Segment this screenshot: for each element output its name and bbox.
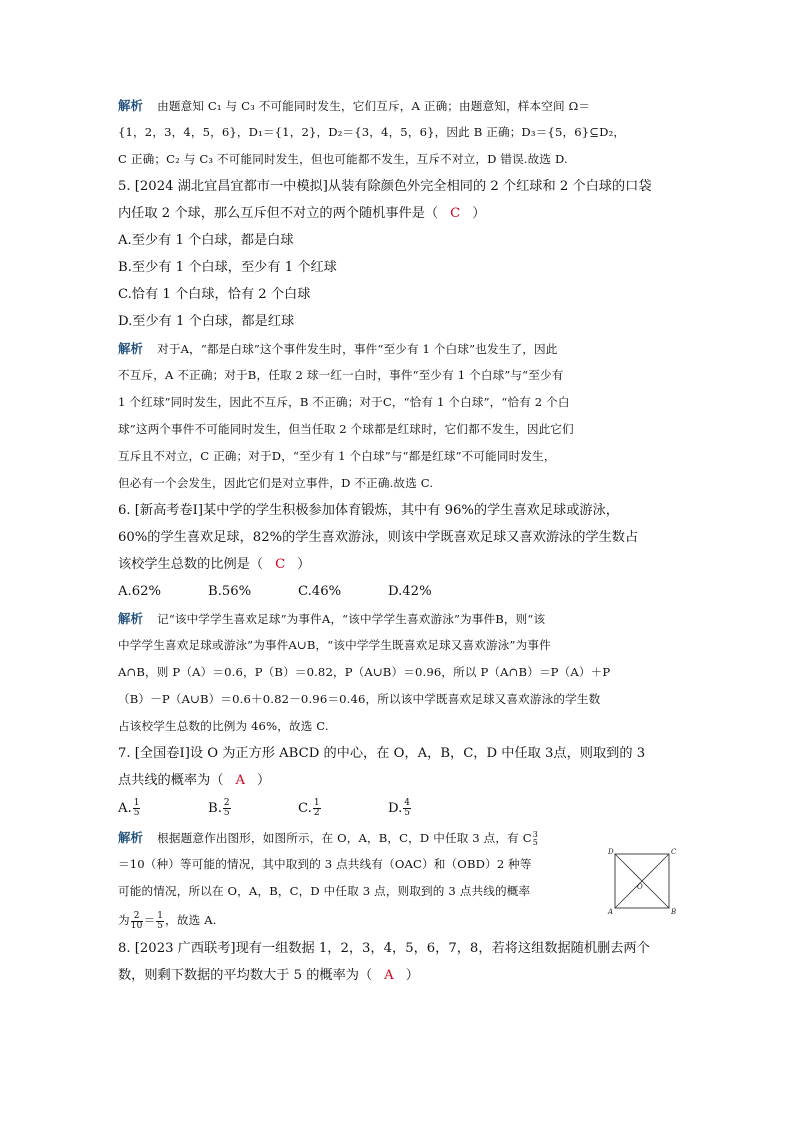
vertex-label-b: B: [671, 908, 677, 916]
solution-text: ，故选 A.: [165, 913, 217, 927]
fraction: [131, 912, 143, 931]
solution-line: [118, 119, 676, 146]
solution-text: 可能的情况，所以在 O，A，B，C，D 中任取 3 点，则取到的 3 点共线的概率: [118, 884, 531, 898]
question-7-stem: [118, 767, 676, 794]
question-text: 该校学生总数的比例是（: [118, 557, 264, 572]
fraction: [133, 799, 141, 818]
question-8-stem: [118, 935, 676, 962]
combination-indices: [533, 831, 538, 847]
solution-text: A∩B，则 P（A）＝0.6，P（B）＝0.82，P（A∪B）＝0.96，所以 P（A∩B）＝P（A）＋P: [118, 665, 611, 679]
denominator: 5: [157, 920, 164, 931]
center-label-o: O: [637, 883, 643, 891]
question-5-stem: [118, 200, 676, 227]
numerator: 1: [157, 910, 164, 921]
question-6-stem: [118, 524, 676, 551]
solution-text: 为: [118, 913, 130, 927]
option-a: A.62%: [118, 584, 162, 599]
document-page: [118, 92, 676, 989]
denominator: 5: [223, 808, 230, 818]
option-letter: C.: [298, 801, 312, 816]
solution-line: [118, 416, 676, 443]
option-d: D.42%: [388, 584, 432, 599]
solution-line: [118, 92, 676, 119]
vertex-label-d: D: [608, 848, 614, 856]
option-a: [118, 227, 676, 254]
solution-line: [118, 605, 676, 632]
solution-tag: 解析: [118, 98, 144, 113]
solution-line: [118, 905, 676, 935]
solution-line: [118, 878, 598, 905]
numerator: 4: [404, 798, 411, 808]
solution-line: [118, 335, 676, 362]
solution-line: [118, 851, 598, 878]
option-b: B.56%: [208, 584, 252, 599]
answer-mark: A: [235, 773, 246, 788]
numerator: 1: [313, 798, 320, 808]
option-c: C.46%: [298, 584, 342, 599]
question-6-stem: [118, 551, 676, 578]
fraction: [313, 799, 321, 818]
option-text: D.至少有 1 个白球，都是红球: [118, 314, 295, 329]
vertex-label-c: C: [671, 848, 677, 856]
solution-text: 中学学生喜欢足球或游泳”为事件A∪B，“该中学学生既喜欢足球又喜欢游泳”为事件: [118, 638, 551, 652]
question-7-stem: [118, 740, 676, 767]
denominator: 5: [404, 808, 411, 818]
fraction: [156, 912, 164, 931]
solution-text: {1，2，3，4，5，6}，D₁＝{1，2}，D₂＝{3，4，5，6}，因此 B 正确；D₃＝{5，6}⊆D₂，: [118, 125, 626, 139]
solution-text: ＝10（种）等可能的情况，其中取到的 3 点共线有（OAC）和（OBD）2 种等: [118, 857, 532, 871]
solution-line: [118, 659, 676, 686]
option-a: [118, 794, 208, 824]
question-text: 内任取 2 个球，那么互斥但不对立的两个随机事件是（: [118, 206, 439, 221]
question-text: ）: [472, 206, 486, 221]
question-text: 7. [全国卷Ⅰ]设 O 为正方形 ABCD 的中心，在 O，A，B，C，D 中任取 3点，则取到的 3: [118, 746, 646, 761]
option-d: [118, 308, 676, 335]
option-c: [298, 794, 388, 824]
denominator: 10: [130, 920, 143, 931]
fraction: [403, 799, 411, 818]
solution-line: [118, 443, 676, 470]
options-row: [118, 794, 676, 824]
comb-sub: 5: [532, 838, 538, 847]
square-figure: [607, 846, 677, 916]
numerator: 2: [223, 798, 230, 808]
solution-text: 球”这两个事件不可能同时发生，但当任取 2 个球都是红球时，它们都不发生，因此它们: [118, 422, 574, 436]
solution-line: [118, 146, 676, 173]
vertex-label-a: A: [608, 908, 614, 916]
solution-line: [118, 686, 676, 713]
comb-sup: 3: [532, 830, 538, 839]
question-8-stem: [118, 962, 676, 989]
solution-text: 不互斥，A 不正确；对于B，任取 2 球一红一白时，事件“至少有 1 个白球”与“至少有: [118, 368, 564, 382]
solution-text: （B）－P（A∪B）＝0.6＋0.82－0.96＝0.46，所以该中学既喜欢足球又喜欢游泳的学生数: [118, 692, 601, 706]
denominator: 5: [133, 808, 140, 818]
option-text: C.恰有 1 个白球，恰有 2 个白球: [118, 287, 311, 302]
question-text: ）: [257, 773, 271, 788]
numerator: 1: [133, 798, 140, 808]
question-6-stem: [118, 497, 676, 524]
solution-line: [118, 713, 676, 740]
answer-mark: A: [384, 968, 394, 983]
solution-tag: 解析: [118, 611, 144, 626]
question-text: ）: [297, 557, 311, 572]
options-row: [118, 578, 676, 605]
numerator: 2: [131, 912, 143, 922]
solution-text: 占该校学生总数的比例为 46%，故选 C.: [118, 719, 329, 733]
question-text: 数，则剩下数据的平均数大于 5 的概率为（: [118, 968, 373, 983]
solution-line: [118, 632, 676, 659]
option-letter: D.: [388, 801, 403, 816]
question-text: 8. [2023 广西联考]现有一组数据 1，2，3，4，5，6，7，8，若将这组数据随机删去两个: [118, 941, 650, 956]
denominator: 2: [313, 808, 320, 818]
option-b: [208, 794, 298, 824]
solution-text: 由题意知 C₁ 与 C₃ 不可能同时发生，它们互斥，A 正确；由题意知，样本空间 Ω＝: [157, 99, 591, 113]
solution-text: 对于A，“都是白球”这个事件发生时，事件“至少有 1 个白球”也发生了，因此: [157, 342, 558, 356]
solution-text: ＝: [143, 913, 156, 927]
option-text: B.至少有 1 个白球，至少有 1 个红球: [118, 260, 337, 275]
solution-text: 1 个红球”同时发生，因此不互斥，B 不正确；对于C，“恰有 1 个白球”，“恰有 2 个白: [118, 395, 570, 409]
question-5-stem: [118, 173, 676, 200]
answer-mark: C: [450, 206, 461, 221]
option-text: A.至少有 1 个白球，都是白球: [118, 233, 294, 248]
solution-tag: 解析: [118, 341, 144, 356]
question-text: 点共线的概率为（: [118, 773, 224, 788]
solution-text: C 正确；C₂ 与 C₃ 不可能同时发生，但也可能都不发生，互斥不对立，D 错误.故选 D.: [118, 152, 568, 166]
solution-text: 记“该中学学生喜欢足球”为事件A，“该中学学生喜欢游泳”为事件B，则“该: [157, 612, 546, 626]
solution-line: [118, 362, 676, 389]
option-letter: B.: [208, 801, 222, 816]
solution-line: [118, 389, 676, 416]
solution-text: 但必有一个会发生，因此它们是对立事件，D 不正确.故选 C.: [118, 476, 434, 490]
question-text: 6. [新高考卷Ⅰ]某中学的学生积极参加体育锻炼，其中有 96%的学生喜欢足球或游泳，: [118, 503, 619, 518]
option-letter: A.: [118, 801, 132, 816]
option-d: [388, 794, 478, 824]
solution-text: 根据题意作出图形，如图所示，在 O，A，B，C，D 中任取 3 点，有 C: [157, 831, 532, 845]
question-text: 5. [2024 湖北宜昌宜都市一中模拟]从装有除颜色外完全相同的 2 个红球和 2 个白球的口袋: [118, 179, 652, 194]
fraction: [223, 799, 231, 818]
solution-tag: 解析: [118, 830, 144, 845]
solution-text: 互斥且不对立，C 正确；对于D，“至少有 1 个白球”与“都是红球”不可能同时发生，: [118, 449, 556, 463]
option-b: [118, 254, 676, 281]
question-text: 60%的学生喜欢足球，82%的学生喜欢游泳，则该中学既喜欢足球又喜欢游泳的学生数占: [118, 530, 639, 545]
solution-line: [118, 824, 598, 851]
answer-mark: C: [275, 557, 286, 572]
solution-line: [118, 470, 676, 497]
option-c: [118, 281, 676, 308]
question-text: ）: [405, 968, 419, 983]
